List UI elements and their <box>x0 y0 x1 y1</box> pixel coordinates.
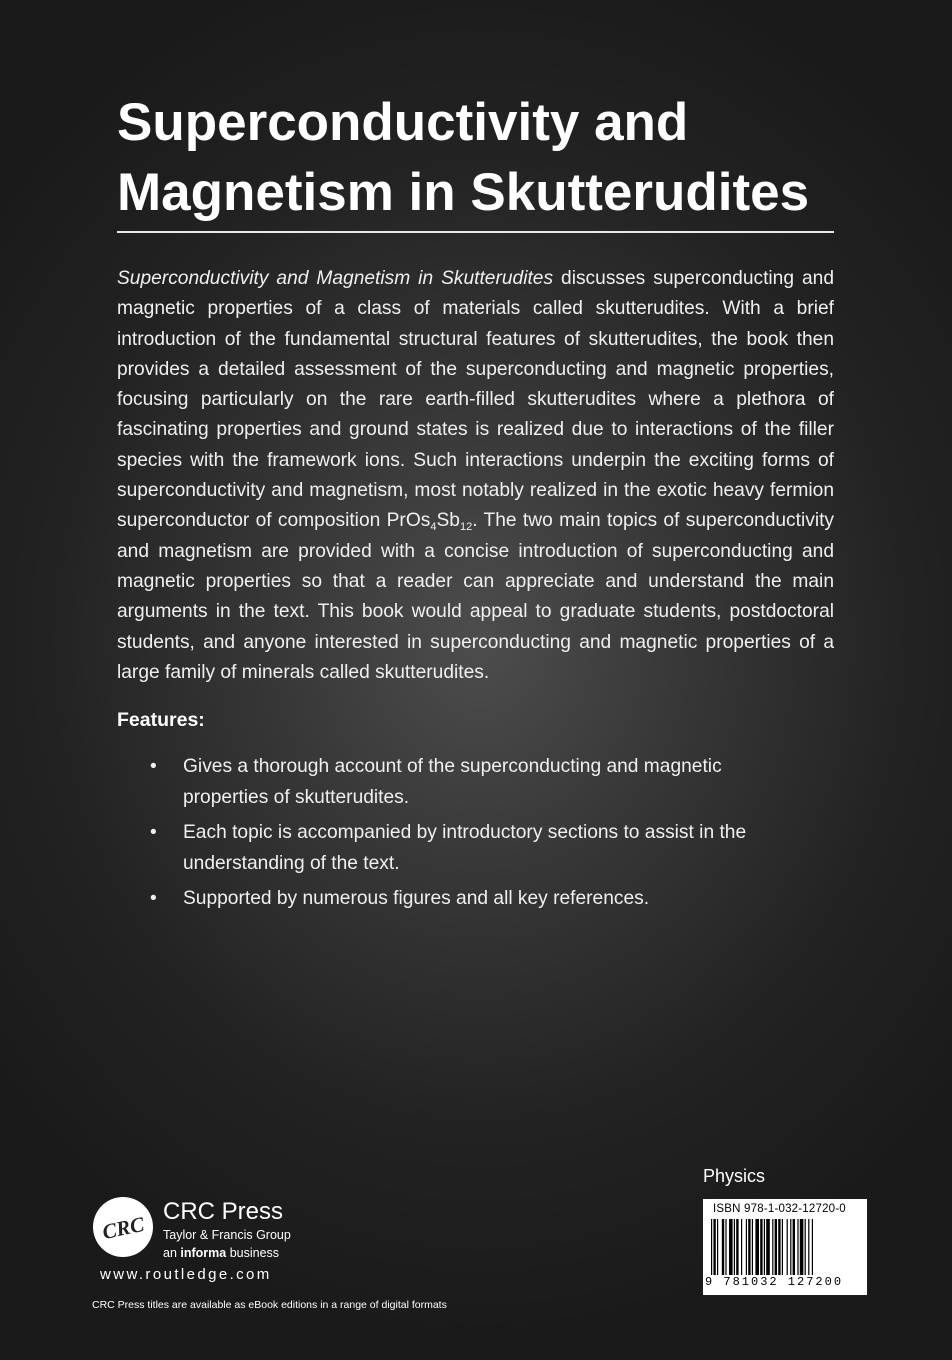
feature-text: Supported by numerous figures and all key references. <box>183 888 650 909</box>
formula-subscript-12: 12 <box>459 521 473 534</box>
barcode-bar <box>766 1219 770 1275</box>
barcode-bar <box>741 1219 742 1275</box>
subject-category: Physics <box>703 1166 766 1186</box>
barcode-bar <box>775 1219 777 1275</box>
formula-subscript-4: 4 <box>430 521 437 534</box>
isbn-barcode <box>703 1199 867 1295</box>
barcode-bar <box>746 1219 747 1275</box>
feature-item <box>117 818 763 879</box>
feature-text: Each topic is accompanied by introductory sections to assist in the understanding of the text. <box>183 822 747 874</box>
barcode-bar <box>717 1219 718 1275</box>
barcode-bar <box>752 1219 753 1275</box>
description-italic-title: Superconductivity and Magnetism in Skutterudites <box>117 268 554 289</box>
barcode-bar <box>722 1219 724 1275</box>
barcode-bar <box>793 1219 795 1275</box>
barcode-digits: 9 781032 127200 <box>705 1275 844 1289</box>
bullet-icon: • <box>150 756 157 777</box>
barcode-bar <box>764 1219 765 1275</box>
barcode-bar <box>778 1219 780 1275</box>
formula-pros: PrOs <box>386 510 431 532</box>
barcode-bars <box>711 1219 859 1275</box>
barcode-bar <box>805 1219 806 1275</box>
description-part-2: . The two main topics of superconductivity and magnetism are provided with a concise introduction of superconducting and magnetic properties so that a reader can appreciate and understand the main arguments in the text. This book would appeal to graduate students, postdoctoral students, and anyone interested in superconducting and magnetic properties of a large family of minerals called skutterudites. <box>117 510 835 683</box>
crc-press-logo <box>92 1196 154 1258</box>
barcode-bar <box>772 1219 773 1275</box>
barcode-bar <box>755 1219 759 1275</box>
feature-item <box>117 752 763 813</box>
barcode-bar <box>734 1219 735 1275</box>
feature-item <box>117 884 763 915</box>
title-line-2: Magnetism in Skutterudites <box>117 163 810 222</box>
barcode-bar <box>787 1219 788 1275</box>
barcode-bar <box>760 1219 762 1275</box>
publisher-group: Taylor & Francis Group <box>163 1228 291 1242</box>
title-divider <box>117 231 834 233</box>
barcode-bar <box>812 1219 813 1275</box>
business-suffix: business <box>226 1246 280 1260</box>
business-prefix: an <box>163 1246 181 1260</box>
barcode-bar <box>808 1219 809 1275</box>
bullet-icon: • <box>150 822 157 843</box>
barcode-bar <box>729 1219 733 1275</box>
book-title <box>117 88 837 228</box>
publisher-url[interactable]: www.routledge.com <box>100 1266 272 1283</box>
book-description <box>117 264 834 688</box>
bullet-icon: • <box>150 888 157 909</box>
description-part-1: discusses superconducting and magnetic properties of a class of materials called skutterudites. With a brief introduction of the fundamental structural features of skutterudites, the book then provides a detailed assessment of the superconducting and magnetic properties, focusing particularly on the rare earth-filled skutterudites where a plethora of fascinating properties and ground states is realized due to interactions of the filler species with the framework ions. Such interactions underpin the exciting forms of superconductivity and magnetism, most notably realized in the exotic heavy fermion superconductor of composition <box>117 268 835 532</box>
ebook-note: CRC Press titles are available as eBook editions in a range of digital formats <box>92 1299 447 1311</box>
barcode-bar <box>736 1219 738 1275</box>
publisher-name: CRC Press <box>163 1198 284 1225</box>
isbn-label: ISBN 978-1-032-12720-0 <box>713 1203 846 1215</box>
formula-sb: Sb <box>436 510 460 532</box>
barcode-bar <box>748 1219 750 1275</box>
features-list <box>117 752 837 920</box>
barcode-bar <box>790 1219 791 1275</box>
barcode-bar <box>782 1219 783 1275</box>
barcode-bar <box>711 1219 712 1275</box>
feature-text: Gives a thorough account of the superconducting and magnetic properties of skutterudites. <box>183 756 722 808</box>
barcode-bar <box>725 1219 726 1275</box>
barcode-bar <box>797 1219 798 1275</box>
features-heading: Features: <box>117 709 205 731</box>
barcode-bar <box>713 1219 715 1275</box>
crc-logo-text: CRC <box>100 1211 147 1245</box>
publisher-business <box>163 1246 279 1260</box>
business-informa: informa <box>180 1246 227 1260</box>
barcode-bar <box>800 1219 804 1275</box>
title-line-1: Superconductivity and <box>117 93 689 152</box>
